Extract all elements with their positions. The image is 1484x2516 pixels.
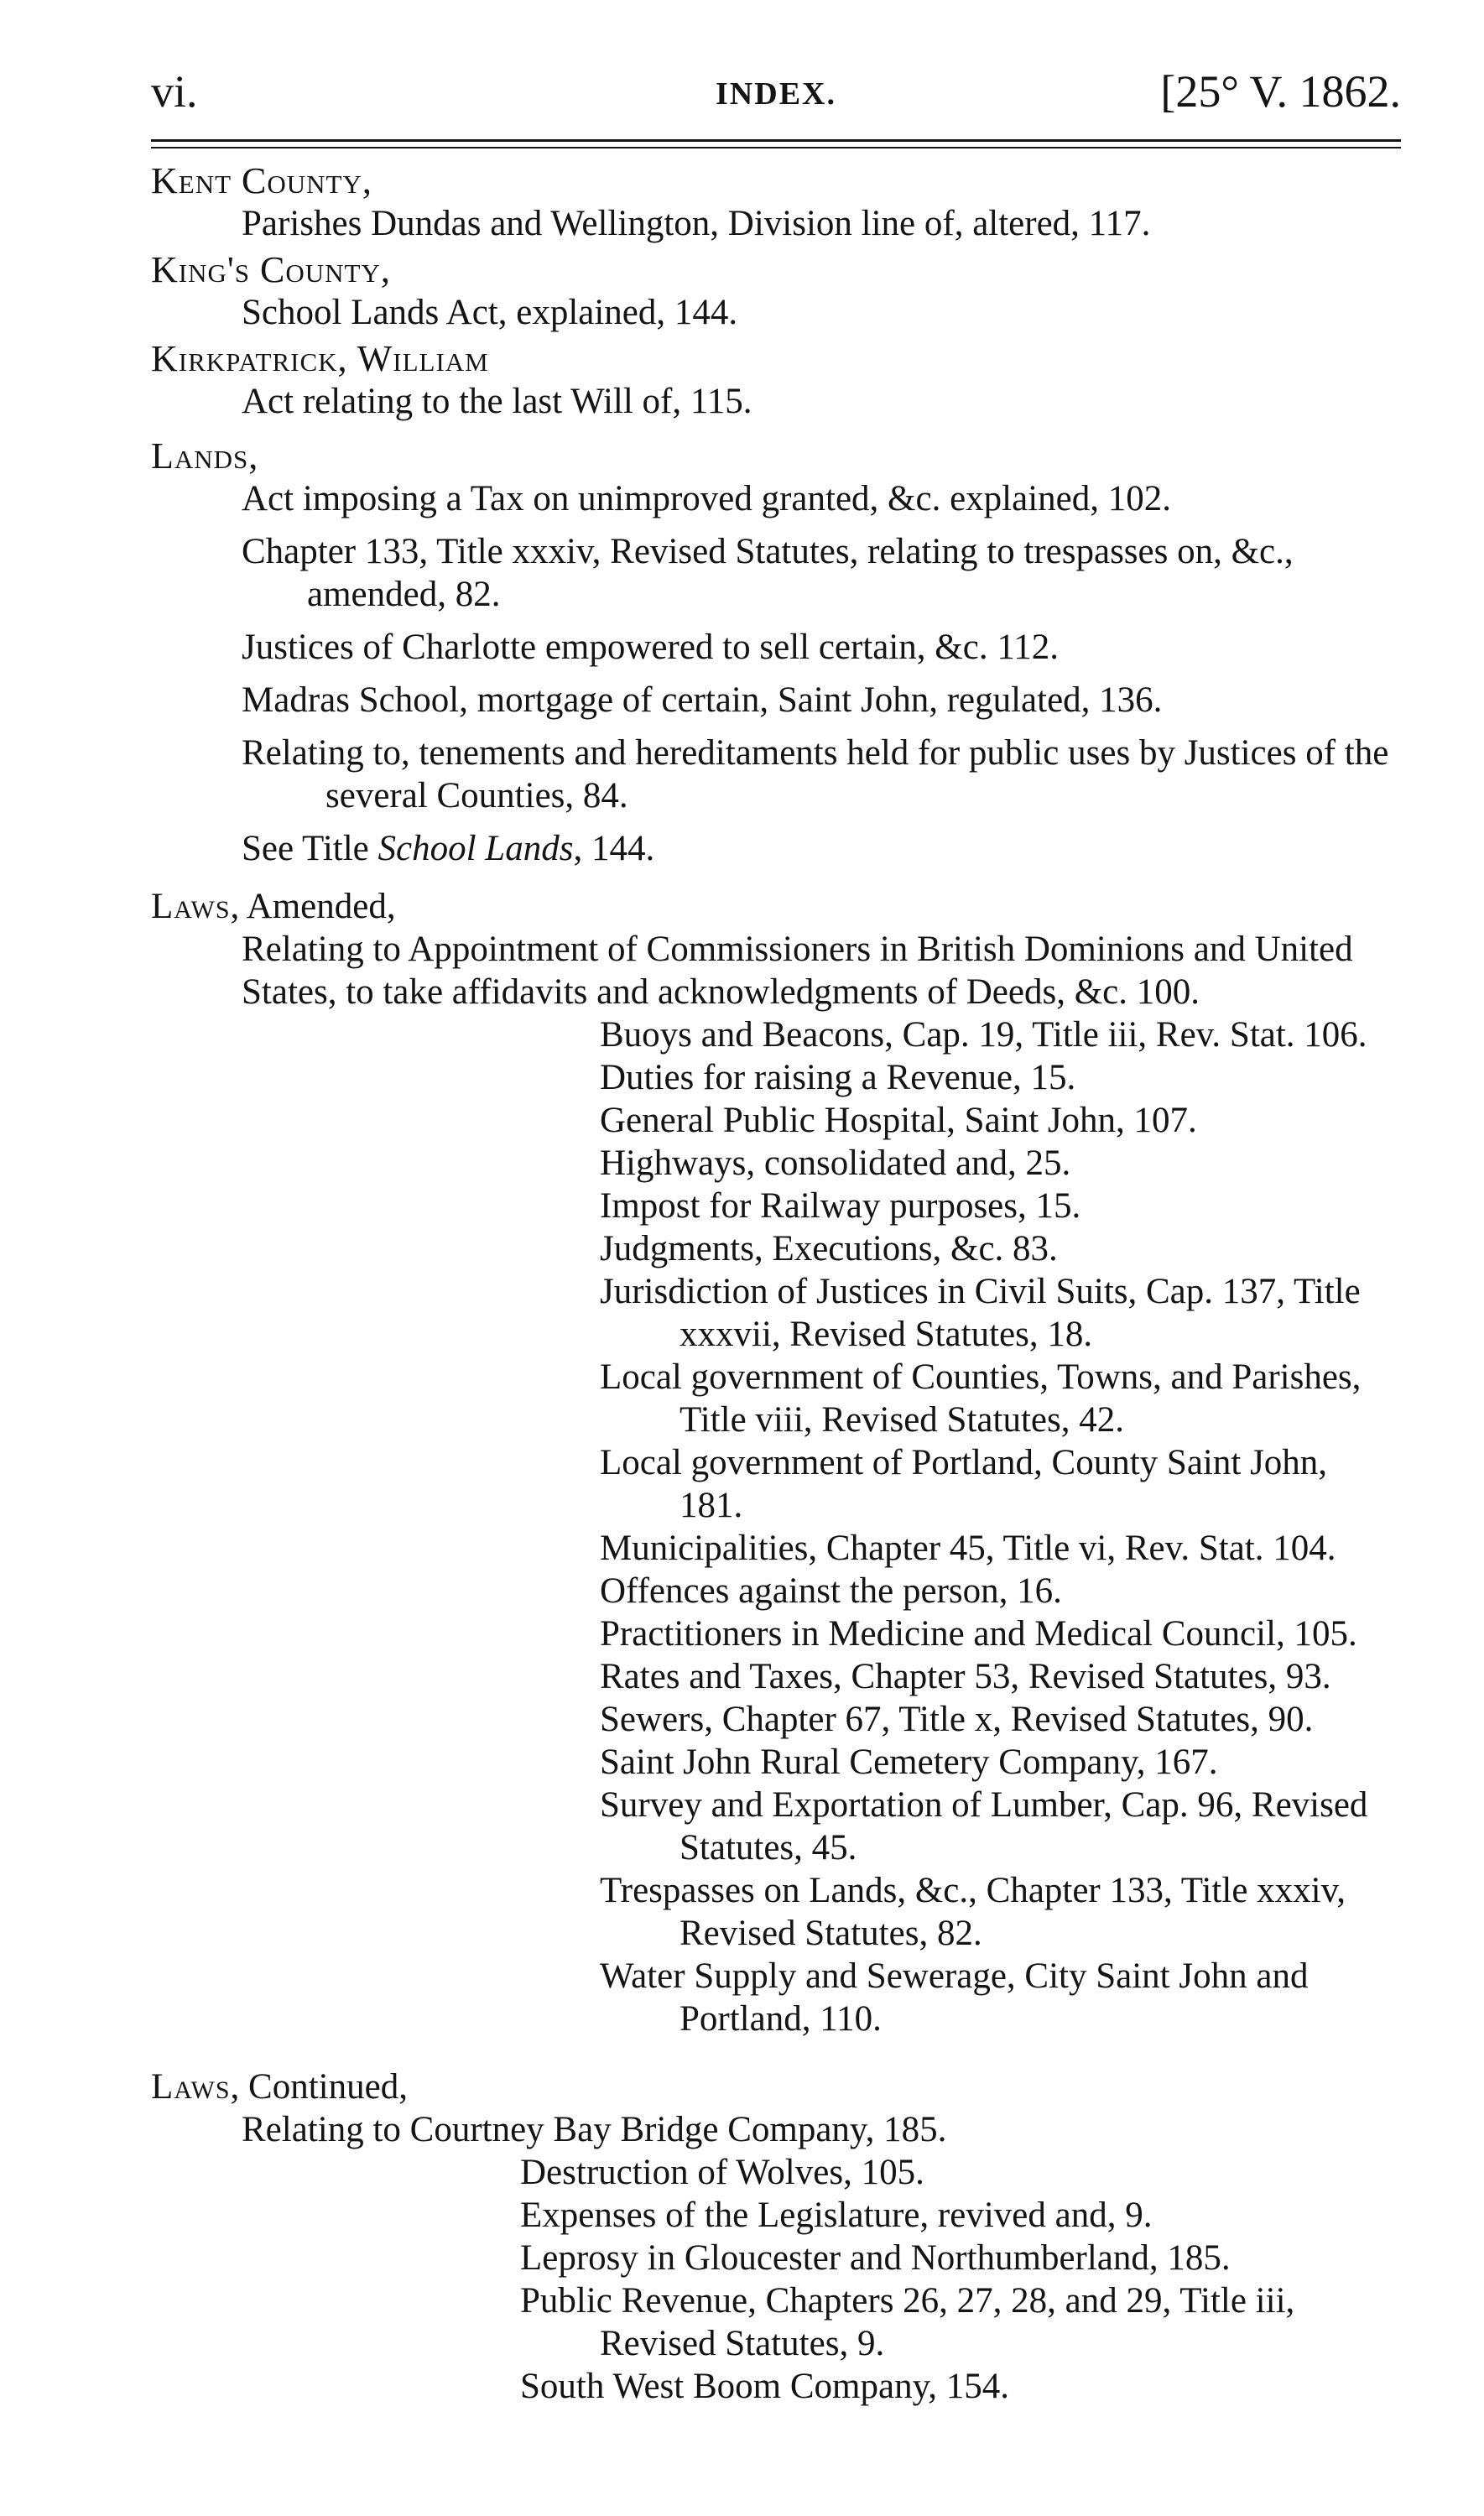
sub-entry: Impost for Railway purposes, 15.: [600, 1186, 1081, 1226]
entry-line: Justices of Charlotte empowered to sell certain, &c. 112.: [242, 628, 1059, 667]
index-body: [151, 159, 1393, 2408]
entry-heading: [151, 2065, 1393, 2108]
sub-entry: Leprosy in Gloucester and Northumberland, 185.: [520, 2238, 1231, 2278]
sub-entry: South West Boom Company, 154.: [520, 2367, 1010, 2406]
heading-word: Laws: [151, 2067, 231, 2107]
heading-qualifier: , Continued,: [230, 2067, 408, 2107]
sub-entry: Water Supply and Sewerage, City Saint John and Portland, 110.: [600, 1956, 1309, 2039]
entry-heading: Kent County,: [151, 160, 372, 201]
sub-entry: Public Revenue, Chapters 26, 27, 28, and 29, Title iii, Revised Statutes, 9.: [520, 2281, 1295, 2363]
sub-entry: Appointment of Commissioners in British Dominions and United States, to take affidavits and acknowledgments of Deeds, &c. 100.: [242, 930, 1353, 1012]
entry-line: Parishes Dundas and Wellington, Division line of, altered, 117.: [242, 204, 1151, 243]
relating-label: Relating to: [242, 2110, 401, 2149]
spacer: [151, 2040, 1393, 2065]
header-rule-bottom: [151, 147, 1401, 148]
index-entry-kings-county: [151, 248, 1393, 334]
sub-entry: Offences against the person, 16.: [600, 1571, 1062, 1611]
page-title: INDEX.: [716, 76, 836, 112]
sub-entry: Local government of Portland, County Saint John, 181.: [600, 1443, 1328, 1525]
sub-entry: Survey and Exportation of Lumber, Cap. 96, Revised Statutes, 45.: [600, 1785, 1368, 1867]
sub-entry: Buoys and Beacons, Cap. 19, Title iii, Rev. Stat. 106.: [600, 1015, 1367, 1055]
sub-entry: Practitioners in Medicine and Medical Council, 105.: [600, 1614, 1357, 1654]
sub-entry: Duties for raising a Revenue, 15.: [600, 1058, 1076, 1097]
relating-label: Relating to: [242, 930, 401, 969]
sub-entry: Highways, consolidated and, 25.: [600, 1143, 1071, 1183]
running-header: [151, 65, 1401, 133]
sub-entry: Rates and Taxes, Chapter 53, Revised Statutes, 93.: [600, 1657, 1331, 1696]
index-entry-kirkpatrick: [151, 337, 1393, 423]
sub-entry: Local government of Counties, Towns, and Parishes, Title viii, Revised Statutes, 42.: [600, 1357, 1362, 1440]
entry-line-see-also: [151, 827, 1393, 870]
entry-line: Act relating to the last Will of, 115.: [242, 382, 752, 421]
sub-entry: Courtney Bay Bridge Company, 185.: [409, 2110, 947, 2149]
entry-line: Act imposing a Tax on unimproved granted, &c. explained, 102.: [242, 479, 1171, 518]
running-date: [25° V. 1862.: [1160, 66, 1401, 117]
page-number: vi.: [151, 66, 198, 117]
entry-line: Relating to, tenements and hereditaments held for public uses by Justices of the several Counties, 84.: [242, 733, 1389, 815]
sub-entry: General Public Hospital, Saint John, 107.: [600, 1101, 1197, 1140]
sub-entry: Municipalities, Chapter 45, Title vi, Rev. Stat. 104.: [600, 1529, 1336, 1568]
see-title-text: See Title: [242, 829, 369, 868]
index-entry-kent-county: [151, 159, 1393, 245]
index-entry-lands: [151, 435, 1393, 870]
index-entry-laws-amended: [151, 885, 1393, 2040]
sub-entry: Sewers, Chapter 67, Title x, Revised Statutes, 90.: [600, 1700, 1314, 1739]
index-entry-laws-continued: [151, 2065, 1393, 2408]
sub-entry: Saint John Rural Cemetery Company, 167.: [600, 1742, 1218, 1782]
see-title-page: , 144.: [573, 829, 655, 868]
sub-entry: Trespasses on Lands, &c., Chapter 133, Title xxxiv, Revised Statutes, 82.: [600, 1871, 1346, 1953]
sub-entry: Jurisdiction of Justices in Civil Suits, Cap. 137, Title xxxvii, Revised Statutes, 18.: [600, 1272, 1361, 1354]
sub-entry: Expenses of the Legislature, revived and, 9.: [520, 2196, 1153, 2235]
sub-entry: Destruction of Wolves, 105.: [520, 2153, 924, 2192]
header-rule-top: [151, 139, 1401, 142]
heading-word: Laws: [151, 887, 231, 926]
heading-qualifier: , Amended,: [230, 887, 396, 926]
entry-line: Madras School, mortgage of certain, Saint John, regulated, 136.: [242, 680, 1163, 720]
relating-first-line: [151, 2108, 1393, 2151]
entry-heading: Lands,: [151, 435, 259, 477]
entry-line: School Lands Act, explained, 144.: [242, 293, 738, 332]
spacer: [151, 870, 1393, 885]
entry-heading: King's County,: [151, 249, 391, 290]
entry-heading: Kirkpatrick, William: [151, 338, 489, 379]
sub-entry: Judgments, Executions, &c. 83.: [600, 1229, 1058, 1268]
relating-first-line: [151, 928, 1393, 1013]
see-title-reference: School Lands: [378, 829, 574, 868]
entry-line: Chapter 133, Title xxxiv, Revised Statutes, relating to trespasses on, &c., amended, 82.: [242, 532, 1294, 614]
entry-heading: [151, 885, 1393, 928]
